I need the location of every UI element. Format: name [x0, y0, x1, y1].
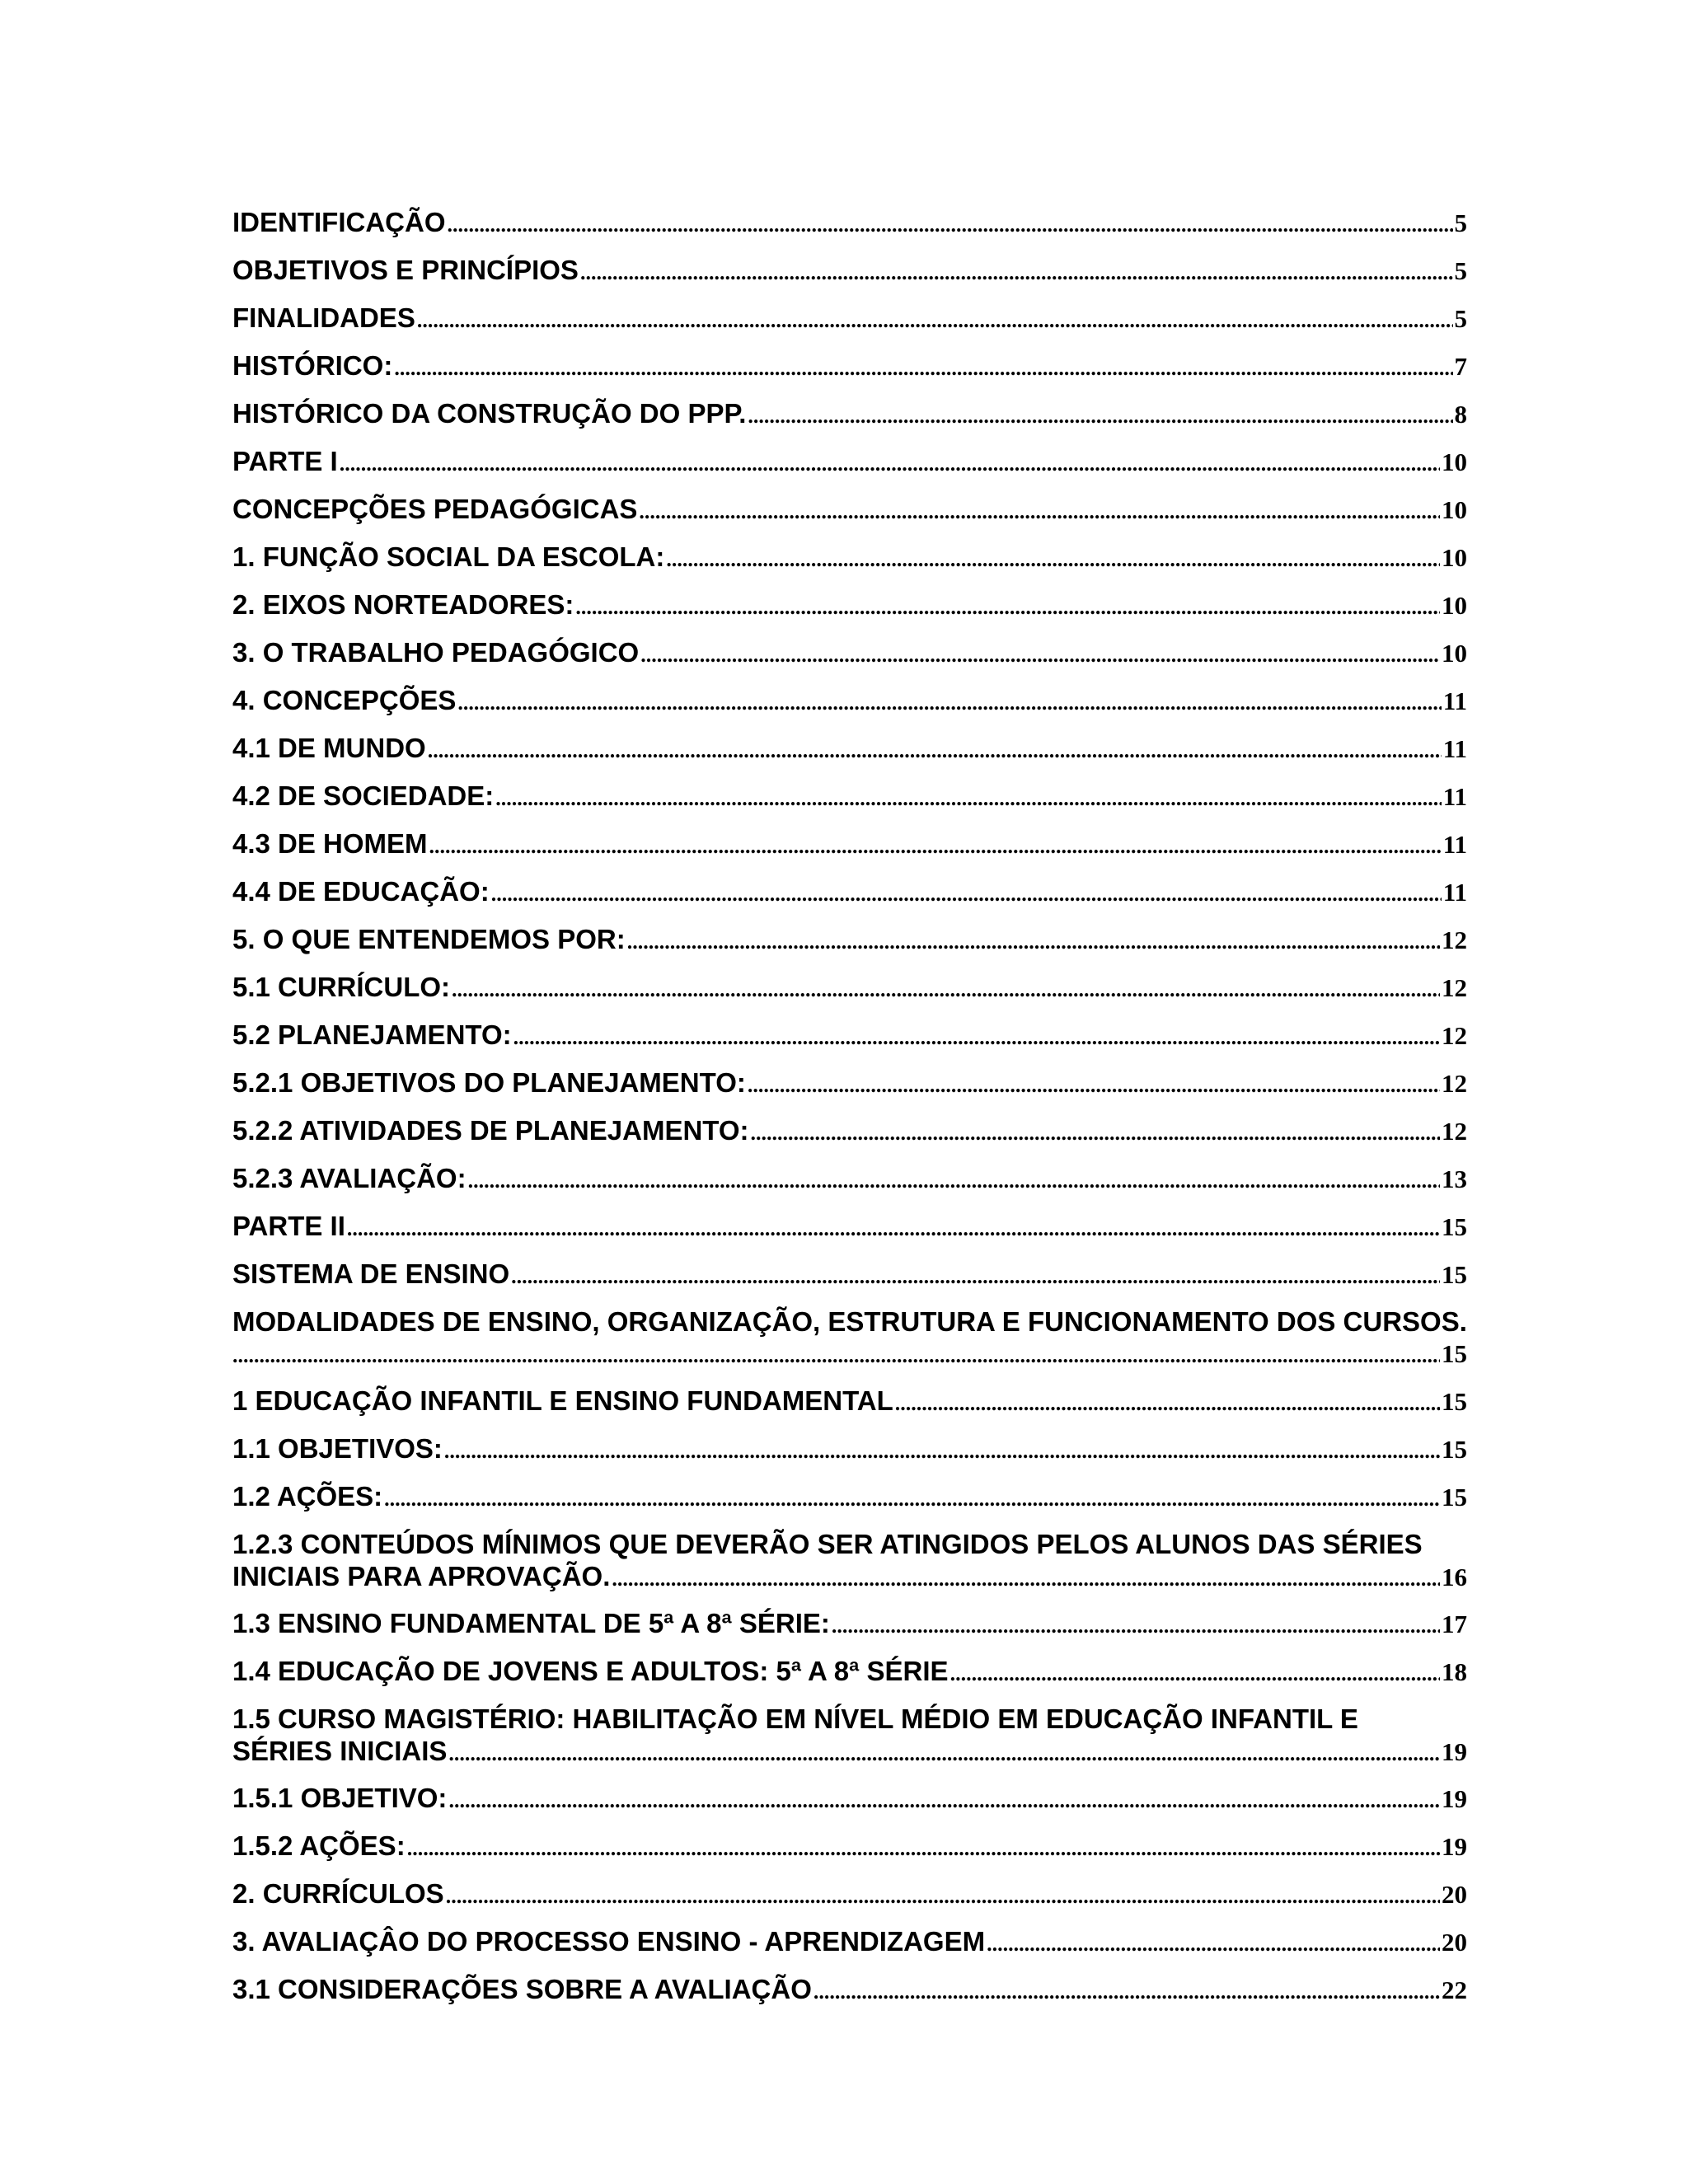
toc-entry-page: 15: [1442, 1212, 1467, 1241]
toc-entry[interactable]: [232, 875, 1467, 923]
toc-entry-page: 12: [1442, 1117, 1467, 1146]
toc-entry[interactable]: [232, 445, 1467, 493]
toc-entry-title-line1: 1.5 CURSO MAGISTÉRIO: HABILITAÇÃO EM NÍVEL MÉDIO EM EDUCAÇÃO INFANTIL E: [232, 1704, 1358, 1734]
toc-entry-title: OBJETIVOS E PRINCÍPIOS: [232, 255, 579, 285]
toc-entry-title: 4. CONCEPÇÕES: [232, 685, 457, 715]
toc-entry-title: 4.4 DE EDUCAÇÃO:: [232, 876, 490, 907]
toc-entry[interactable]: [232, 827, 1467, 875]
toc-entry[interactable]: [232, 1114, 1467, 1162]
toc-entry[interactable]: [232, 1480, 1467, 1528]
toc-entry-page: 11: [1442, 782, 1467, 811]
dot-leader: [814, 1975, 1440, 2008]
dot-leader: [639, 495, 1440, 527]
dot-leader: [748, 1069, 1440, 1101]
dot-leader: [495, 782, 1441, 814]
toc-entry-page: 15: [1442, 1260, 1467, 1289]
toc-entry[interactable]: [232, 971, 1467, 1019]
toc-entry-page: 15: [1442, 1483, 1467, 1511]
toc-entry[interactable]: [232, 1830, 1467, 1877]
toc-entry[interactable]: [232, 732, 1467, 780]
dot-leader: [457, 687, 1441, 719]
toc-entry-title: 5.1 CURRÍCULO:: [232, 972, 451, 1002]
toc-entry-page: 8: [1454, 400, 1467, 429]
dot-leader: [748, 400, 1452, 432]
toc-entry-page: 12: [1442, 1069, 1467, 1098]
toc-entry[interactable]: [232, 1385, 1467, 1432]
dot-leader: [575, 591, 1440, 623]
toc-entry[interactable]: [232, 1607, 1467, 1655]
toc-entry-page: 11: [1442, 878, 1467, 907]
toc-entry-page: 15: [1442, 1339, 1467, 1368]
toc-entry[interactable]: [232, 1782, 1467, 1830]
toc-entry[interactable]: [232, 397, 1467, 445]
toc-entry[interactable]: [232, 1655, 1467, 1703]
toc-entry-page: 10: [1442, 448, 1467, 476]
dot-leader: [640, 639, 1440, 671]
dot-leader: [895, 1387, 1440, 1419]
toc-entry-title: IDENTIFICAÇÃO: [232, 207, 446, 237]
toc-entry-title: 1.5.2 AÇÕES:: [232, 1830, 406, 1861]
dot-leader: [340, 448, 1440, 480]
toc-entry[interactable]: [232, 1210, 1467, 1258]
dot-leader: [627, 926, 1440, 958]
toc-entry[interactable]: [232, 349, 1467, 397]
toc-entry-title: 1.5.1 OBJETIVO:: [232, 1783, 448, 1813]
toc-entry-page: 19: [1442, 1832, 1467, 1861]
toc-entry-title: 5.2.3 AVALIAÇÃO:: [232, 1163, 467, 1193]
dot-leader: [452, 973, 1440, 1005]
toc-entry-page: 22: [1442, 1975, 1467, 2004]
toc-entry-page: 16: [1442, 1563, 1467, 1591]
dot-leader: [751, 1117, 1440, 1149]
toc-entry-page: 18: [1442, 1657, 1467, 1686]
toc-entry-title: 5. O QUE ENTENDEMOS POR:: [232, 924, 626, 954]
toc-entry[interactable]: [232, 302, 1467, 349]
table-of-contents: [232, 206, 1467, 2021]
toc-entry[interactable]: [232, 493, 1467, 541]
toc-entry[interactable]: [232, 1019, 1467, 1066]
toc-entry[interactable]: [232, 684, 1467, 732]
toc-entry-page: 10: [1442, 639, 1467, 668]
dot-leader: [491, 878, 1442, 910]
dot-leader: [417, 304, 1453, 336]
toc-entry-page: 11: [1442, 734, 1467, 763]
toc-entry-title: FINALIDADES: [232, 302, 415, 333]
toc-entry-title-line2: SÉRIES INICIAIS: [232, 1736, 448, 1766]
toc-entry-title: PARTE II: [232, 1211, 345, 1241]
toc-entry-page: 20: [1442, 1928, 1467, 1957]
dot-leader: [832, 1610, 1440, 1642]
dot-leader: [232, 1339, 1440, 1371]
toc-entry-page: 19: [1442, 1784, 1467, 1813]
dot-leader: [511, 1260, 1440, 1292]
toc-entry-page: 15: [1442, 1387, 1467, 1416]
toc-entry-title: 2. EIXOS NORTEADORES:: [232, 589, 574, 620]
toc-entry-title: 1 EDUCAÇÃO INFANTIL E ENSINO FUNDAMENTAL: [232, 1385, 893, 1416]
toc-entry-title: 5.2 PLANEJAMENTO:: [232, 1019, 512, 1050]
toc-entry-title: CONCEPÇÕES PEDAGÓGICAS: [232, 494, 638, 524]
toc-entry-page: 19: [1442, 1737, 1467, 1766]
dot-leader: [444, 1435, 1440, 1467]
dot-leader: [407, 1832, 1440, 1864]
toc-entry-page: 12: [1442, 1021, 1467, 1050]
toc-entry-title: HISTÓRICO:: [232, 350, 393, 381]
toc-entry-title: 1. FUNÇÃO SOCIAL DA ESCOLA:: [232, 541, 665, 572]
toc-entry-title: 4.3 DE HOMEM: [232, 828, 428, 859]
dot-leader: [429, 830, 1442, 862]
toc-entry[interactable]: [232, 636, 1467, 684]
toc-entry-title: HISTÓRICO DA CONSTRUÇÃO DO PPP.: [232, 398, 747, 429]
toc-entry-title: 5.2.2 ATIVIDADES DE PLANEJAMENTO:: [232, 1115, 749, 1146]
toc-entry-title: 3. O TRABALHO PEDAGÓGICO: [232, 637, 640, 668]
toc-entry-title: 3.1 CONSIDERAÇÕES SOBRE A AVALIAÇÃO: [232, 1974, 812, 2004]
toc-entry-page: 20: [1442, 1880, 1467, 1909]
toc-entry-title: 1.3 ENSINO FUNDAMENTAL DE 5ª A 8ª SÉRIE:: [232, 1608, 830, 1638]
toc-entry[interactable]: [232, 588, 1467, 636]
toc-entry-title: 4.1 DE MUNDO: [232, 733, 426, 763]
toc-entry-title: MODALIDADES DE ENSINO, ORGANIZAÇÃO, ESTRUTURA E FUNCIONAMENTO DOS CURSOS.: [232, 1306, 1467, 1337]
dot-leader: [580, 256, 1453, 288]
toc-entry[interactable]: [232, 1703, 1467, 1782]
toc-entry[interactable]: [232, 1432, 1467, 1480]
toc-entry-title: 5.2.1 OBJETIVOS DO PLANEJAMENTO:: [232, 1067, 746, 1098]
toc-entry-title: 1.2 AÇÕES:: [232, 1481, 383, 1511]
toc-entry-title-line1: 1.2.3 CONTEÚDOS MÍNIMOS QUE DEVERÃO SER ATINGIDOS PELOS ALUNOS DAS SÉRIES: [232, 1529, 1423, 1559]
toc-entry-title: 1.1 OBJETIVOS:: [232, 1433, 443, 1464]
dot-leader: [384, 1483, 1440, 1515]
toc-entry[interactable]: [232, 1973, 1467, 2021]
toc-entry-title: 2. CURRÍCULOS: [232, 1878, 444, 1909]
toc-entry[interactable]: [232, 1305, 1467, 1385]
dot-leader: [428, 734, 1442, 766]
toc-entry-page: 12: [1442, 973, 1467, 1002]
toc-entry-page: 5: [1454, 304, 1467, 333]
dot-leader: [950, 1657, 1440, 1690]
toc-entry[interactable]: [232, 1066, 1467, 1114]
dot-leader: [446, 1880, 1440, 1912]
toc-entry-page: 11: [1442, 830, 1467, 859]
dot-leader: [448, 1737, 1440, 1769]
toc-entry-page: 12: [1442, 926, 1467, 954]
toc-entry-title: 3. AVALIAÇÂO DO PROCESSO ENSINO - APRENDIZAGEM: [232, 1926, 986, 1957]
dot-leader: [394, 352, 1452, 384]
dot-leader: [612, 1563, 1440, 1595]
dot-leader: [468, 1165, 1440, 1197]
dot-leader: [513, 1021, 1440, 1053]
toc-entry-page: 10: [1442, 543, 1467, 572]
toc-entry-page: 5: [1454, 209, 1467, 237]
toc-entry[interactable]: [232, 1877, 1467, 1925]
toc-entry-page: 13: [1442, 1165, 1467, 1193]
toc-entry-page: 10: [1442, 591, 1467, 620]
toc-entry[interactable]: [232, 923, 1467, 971]
toc-entry-title-line2: INICIAIS PARA APROVAÇÃO.: [232, 1561, 611, 1591]
dot-leader: [987, 1928, 1440, 1960]
dot-leader: [666, 543, 1440, 575]
toc-entry[interactable]: [232, 1528, 1467, 1607]
toc-entry[interactable]: [232, 780, 1467, 827]
toc-entry-page: 7: [1454, 352, 1467, 381]
toc-entry-title: 1.4 EDUCAÇÃO DE JOVENS E ADULTOS: 5ª A 8ª SÉRIE: [232, 1656, 949, 1686]
dot-leader: [448, 1784, 1440, 1816]
toc-entry[interactable]: [232, 1258, 1467, 1305]
toc-entry-page: 5: [1454, 256, 1467, 285]
toc-entry-page: 15: [1442, 1435, 1467, 1464]
dot-leader: [347, 1212, 1440, 1244]
toc-entry[interactable]: [232, 541, 1467, 588]
toc-entry[interactable]: [232, 254, 1467, 302]
dot-leader: [448, 209, 1453, 241]
toc-entry-page: 10: [1442, 495, 1467, 524]
toc-entry[interactable]: [232, 1925, 1467, 1973]
toc-entry-title: 4.2 DE SOCIEDADE:: [232, 780, 495, 811]
toc-entry-page: 11: [1442, 687, 1467, 715]
toc-entry-title: SISTEMA DE ENSINO: [232, 1258, 510, 1289]
toc-entry[interactable]: [232, 206, 1467, 254]
toc-entry-page: 17: [1442, 1610, 1467, 1638]
toc-entry-title: PARTE I: [232, 446, 338, 476]
toc-entry[interactable]: [232, 1162, 1467, 1210]
